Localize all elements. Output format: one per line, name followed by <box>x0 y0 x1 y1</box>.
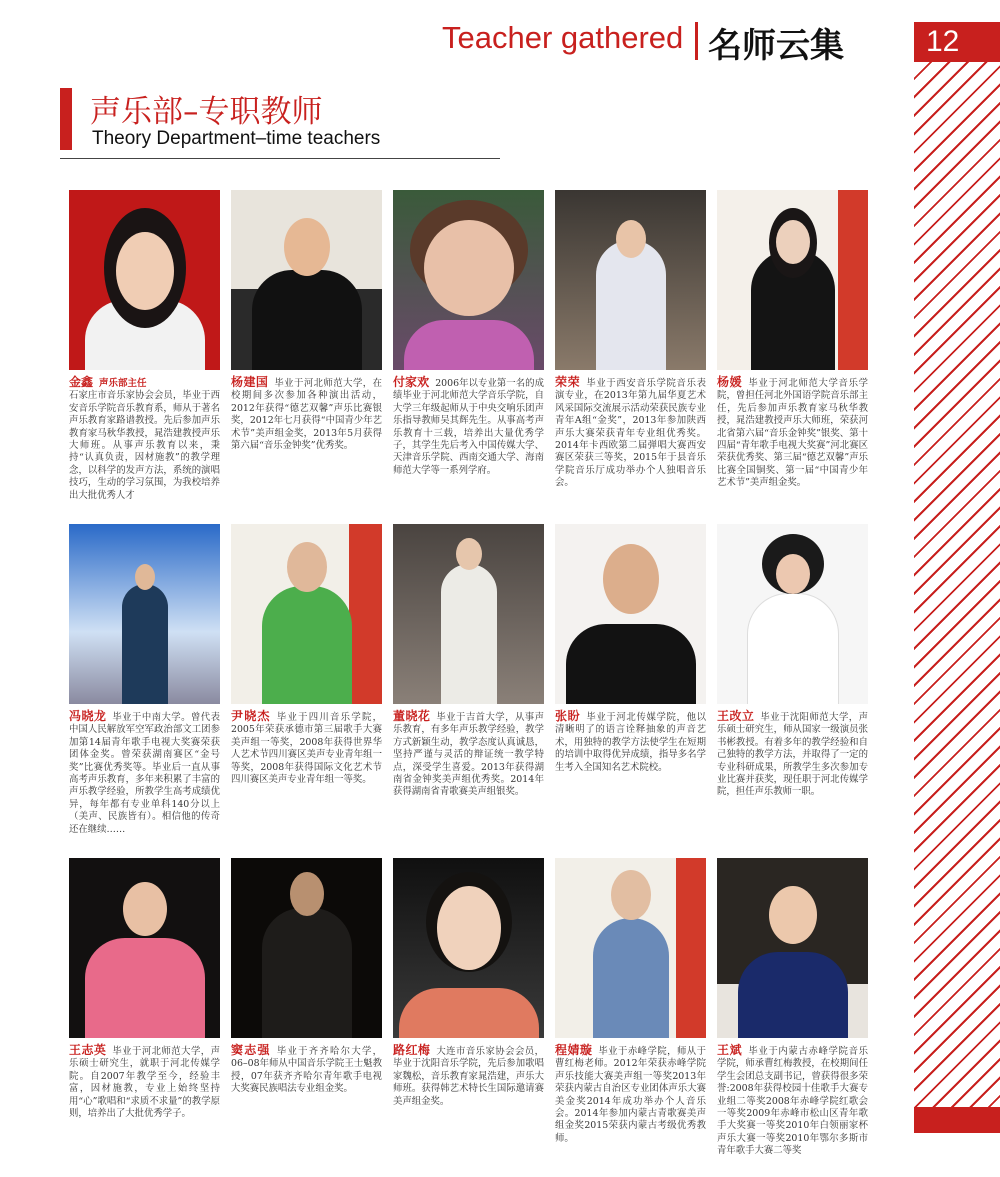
teacher-bio: 毕业于河北传媒学院，他以清晰明了的语言诠释抽象的声音艺术，用独特的教学方法使学生在短期的培训中取得优异成绩，指导多名学生考入全国知名艺术院校。 <box>555 712 706 773</box>
teacher-bio: 毕业于河北师范大学音乐学院，曾担任河北外国语学院音乐部主任，先后参加声乐教育家马秋华教授，晁浩建教授声乐大师班，荣获河北省第六届“音乐金钟奖”银奖、第十四届“青年歌手电视大奖赛”河北赛区荣获优秀奖、第三届“德艺双馨”声乐比赛全国铜奖、第一届“中国青少年艺术节”美声组金奖。 <box>717 378 868 489</box>
teacher-bio: 毕业于西安音乐学院音乐表演专业，在2013年第九届华夏艺术风采国际交流展示活动荣获民族专业青年A组“金奖”，2013年参加陕西声乐大赛荣获青年专业组优秀奖。2014年卡西欧第二届弹唱大赛西安赛区荣获三等奖，2015年于县音乐学院音乐厅成功举办个人独唱音乐会。 <box>555 378 706 489</box>
decorative-stripe-cap <box>914 1107 1000 1133</box>
teacher-card <box>231 190 382 452</box>
header-divider <box>695 22 698 60</box>
teacher-bio: 毕业于齐齐哈尔大学，06–08年师从中国音乐学院王士魁教授，07年获齐齐哈尔青年歌手电视大奖赛民族唱法专业组金奖。 <box>231 1046 382 1095</box>
teacher-info <box>69 1044 220 1120</box>
teacher-photo <box>69 524 220 704</box>
teacher-info <box>555 376 706 490</box>
teacher-photo <box>69 858 220 1038</box>
teacher-card <box>69 190 220 502</box>
teacher-info <box>555 710 706 774</box>
teacher-photo <box>393 524 544 704</box>
teacher-photo <box>555 190 706 370</box>
teacher-info <box>717 710 868 799</box>
teacher-name: 窦志强 <box>231 1043 271 1057</box>
teacher-name: 杨建国 <box>231 375 269 389</box>
teacher-name: 荣荣 <box>555 375 581 389</box>
teacher-bio: 大连市音乐家协会会员，毕业于沈阳音乐学院，先后参加歌唱家魏松，音乐教育家晁浩建，声乐大师班。获得韩艺术特长生国际邀请赛美声组金奖。 <box>393 1046 544 1107</box>
header-title-en: Teacher gathered <box>442 20 684 55</box>
teacher-card <box>717 190 868 490</box>
teacher-bio: 毕业于沈阳师范大学，声乐硕士研究生，师从国家一级演员张书彬教授。有着多年的教学经验和自己独特的教学方法，并取得了一定的专业科研成果，所教学生多次参加专业比赛并获奖，现任职于河北传媒学院，担任声乐教师一职。 <box>717 712 868 798</box>
teacher-card <box>717 524 868 799</box>
teacher-info <box>717 1044 868 1158</box>
teacher-card <box>393 858 544 1108</box>
teacher-photo <box>69 190 220 370</box>
teacher-photo <box>231 190 382 370</box>
page-number: 12 <box>914 22 1000 62</box>
teacher-name: 尹晓杰 <box>231 709 271 723</box>
teacher-bio: 毕业于吉首大学，从事声乐教育，有多年声乐教学经验，教学方式新颖生动，教学态度认真诚恳，坚持严谨与灵活的辩证统一教学特点，深受学生喜爱。2013年获得湖南省金钟奖美声组优秀奖。2014年获得湖南省青歌赛美声组银奖。 <box>393 712 544 798</box>
section-title-en: Theory Department–time teachers <box>92 128 381 149</box>
teacher-info <box>231 376 382 452</box>
teacher-photo <box>717 524 868 704</box>
teacher-role: 声乐部主任 <box>99 378 147 389</box>
teacher-name: 金鑫 <box>69 375 94 389</box>
teacher-bio: 毕业于四川音乐学院，2005年荣获承德市第三届歌手大赛美声组一等奖，2008年获得世界华人艺术节四川赛区美声专业青年组一等奖，2008年获得国际文化艺术节四川赛区美声专业青年组一等奖。 <box>231 712 382 786</box>
section-accent-bar <box>60 88 72 150</box>
section-title-cn: 声乐部–专职教师 <box>90 94 323 130</box>
teacher-name: 冯晓龙 <box>69 709 107 723</box>
teacher-bio: 毕业于河北师范大学，在校期间多次参加各种演出活动，2012年获得“德艺双馨”声乐比赛银奖，2012年七月获得“中国青少年艺术节”美声组金奖，2013年5月获得第六届“音乐金钟奖”优秀奖。 <box>231 378 382 452</box>
teacher-card <box>231 858 382 1096</box>
teacher-card <box>69 524 220 836</box>
teacher-card <box>393 190 544 477</box>
teacher-card <box>69 858 220 1120</box>
teacher-bio: 毕业于中南大学。曾代表中国人民解放军空军政治部文工团参加第14届青年歌手电视大奖赛荣获团体金奖。曾荣获湖南赛区“金号奖”比赛优秀奖等。毕业后一直从事高考声乐教育，多年来积累了丰富的声乐教学经验，所教学生高考成绩优异，每年都有专业单科140分以上（美声、民族皆有）。相信他的传奇还在继续…… <box>69 712 220 835</box>
teacher-bio: 2006年以专业第一名的成绩毕业于河北师范大学音乐学院，自大学三年级起师从于中央交响乐团声乐指导教师吴其辉先生。从事高考声乐教育十三载，培养出大量优秀学子，其学生先后考入中国传媒大学、天津音乐学院、西南交通大学、海南师范大学等一系列学府。 <box>393 378 544 476</box>
teacher-bio: 石家庄市音乐家协会会员，毕业于西安音乐学院音乐教育系，师从于著名声乐教育家路谱教授。先后参加声乐教育家马秋华教授，晁浩建教授声乐大师班。从事声乐教育以来，秉持“认真负责，因材施教”的教学理念，以科学的发声方法，系统的演唱技巧，生动的学习氛围，为我校培养出大批优秀人才 <box>69 390 220 501</box>
teacher-bio: 毕业于河北师范大学，声乐硕士研究生，就职于河北传媒学院。自2007年教学至今，经验丰富，因材施教，专业上始终坚持用“心”歌唱和“求质不求量”的教学原则，培养出了大批优秀学子。 <box>69 1046 220 1120</box>
section-underline <box>60 158 500 159</box>
teacher-card <box>555 190 706 490</box>
teacher-info <box>555 1044 706 1145</box>
teacher-photo <box>555 858 706 1038</box>
teacher-name: 王斌 <box>717 1043 743 1057</box>
teacher-name: 程婧璇 <box>555 1043 593 1057</box>
teacher-info <box>231 1044 382 1096</box>
teacher-info <box>393 710 544 799</box>
teacher-photo <box>393 190 544 370</box>
teacher-name: 路红梅 <box>393 1043 431 1057</box>
teacher-card <box>555 524 706 774</box>
teacher-card <box>717 858 868 1158</box>
teacher-photo <box>231 858 382 1038</box>
header-title-cn: 名师云集 <box>708 26 844 66</box>
teacher-photo <box>555 524 706 704</box>
teacher-photo <box>717 190 868 370</box>
teacher-photo <box>231 524 382 704</box>
teacher-name: 董晓花 <box>393 709 431 723</box>
teacher-photo <box>393 858 544 1038</box>
teacher-photo <box>717 858 868 1038</box>
teacher-name: 王改立 <box>717 709 755 723</box>
teacher-info <box>231 710 382 786</box>
teacher-info <box>717 376 868 490</box>
teacher-name: 付家欢 <box>393 375 430 389</box>
teacher-card <box>393 524 544 799</box>
teacher-card <box>555 858 706 1145</box>
teacher-info <box>69 376 220 502</box>
teacher-info <box>69 710 220 836</box>
teacher-bio: 毕业于赤峰学院，师从于曹红梅老师。2012年荣获赤峰学院声乐技能大赛美声组一等奖2013年荣获内蒙古自治区专业团体声乐大赛美金奖2014年成功举办个人音乐会。2014年参加内蒙古青歌赛美声组金奖2015荣获内蒙古考级优秀教师。 <box>555 1046 706 1144</box>
teacher-bio: 毕业于内蒙古赤峰学院音乐学院，师承曹红梅教授，在校期间任学生会团总支副书记，曾获得很多荣誉:2008年获得校园十佳歌手大赛专业组二等奖2008年赤峰学院红歌会一等奖2009年赤峰市松山区青年歌手大奖赛一等奖2010年白领丽家杯声乐大赛一等奖2010年鄂尔多斯市青年歌手大赛二等奖 <box>717 1046 868 1157</box>
teacher-name: 王志英 <box>69 1043 107 1057</box>
teacher-name: 杨媛 <box>717 375 743 389</box>
teacher-name: 张盼 <box>555 709 581 723</box>
teacher-info <box>393 376 544 477</box>
teacher-info <box>393 1044 544 1108</box>
decorative-stripes <box>914 62 1000 1107</box>
teacher-card <box>231 524 382 786</box>
